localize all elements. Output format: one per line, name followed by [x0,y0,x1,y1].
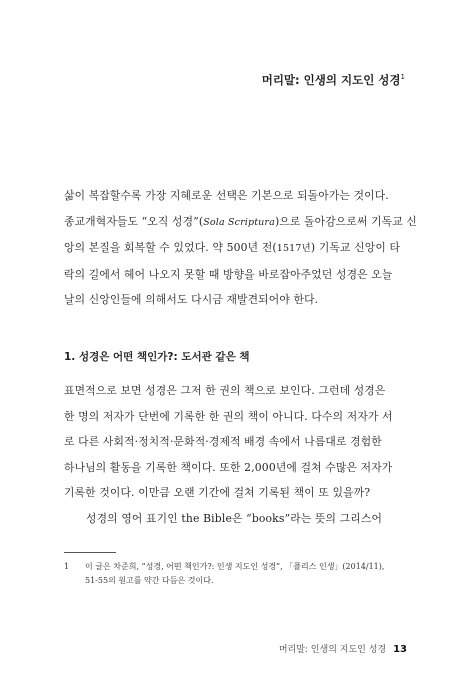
page-number: 13 [393,644,407,655]
text-run: 앙의 본질을 회복할 수 있었다. 약 500년 전( [64,241,277,254]
chapter-title [262,72,405,88]
paragraph-line: 한 명의 저자가 단번에 기록한 한 권의 책이 아니다. 다수의 저자가 서 [64,409,393,423]
footnote-line: 51-55의 원고를 약간 다듬은 것이다. [85,576,214,585]
paragraph-line: 하나님의 활동을 기록한 책이다. 또한 2,000년에 걸쳐 수많은 저자가 [64,460,393,474]
paragraph-line: 성경의 영어 표기인 the Bible은 “books”라는 뜻의 그리스어 [86,511,383,525]
paragraph-line: 날의 신앙인들에 의해서도 다시금 재발견되어야 한다. [64,293,319,306]
paragraph-line: 로 다른 사회적·정치적·문화적·경제적 배경 속에서 나름대로 경험한 [64,435,382,448]
chapter-title-text: 머리말: 인생의 지도인 성경 [261,73,401,87]
footnote-text [85,560,409,588]
paragraph-line: 락의 길에서 헤어 나오지 못할 때 방향을 바로잡아주었던 성경은 오늘 [64,267,393,281]
running-footer [279,642,407,655]
footnote-line: 이 글은 차준희, “성경, 어떤 책인가?: 인생 지도인 성경”, 「플리스 인생」(2014/11), [85,562,385,571]
text-run: 종교개혁자들도 “오직 성경”( [64,214,204,228]
body-paragraph [64,378,406,531]
paragraph-line [64,209,418,236]
text-run: ) 기독교 신앙이 타 [310,241,401,254]
footnote [64,560,409,588]
footnote-number: 1 [64,562,70,571]
running-title: 머리말: 인생의 지도인 성경 [278,645,387,655]
footnote-divider [64,552,116,553]
paragraph-line [64,235,404,262]
paragraph-line: 표면적으로 보면 성경은 그저 한 권의 책으로 보인다. 그런데 성경은 [64,384,386,397]
text-run: )으로 돌아감으로써 기독교 신 [274,214,418,228]
year-note: 1517년 [276,243,311,254]
paragraph-line: 삶이 복잡할수록 가장 지혜로운 선택은 기본으로 되돌아가는 것이다. [64,189,389,202]
footnote-marker: 1 [400,73,405,82]
paragraph-line: 기록한 것이다. 이만큼 오랜 기간에 걸쳐 기록된 책이 또 있을까? [64,486,371,499]
section-heading: 1. 성경은 어떤 책인가?: 도서관 같은 책 [64,351,250,363]
latin-term: Sola Scriptura [203,216,275,228]
intro-paragraph [64,183,418,313]
